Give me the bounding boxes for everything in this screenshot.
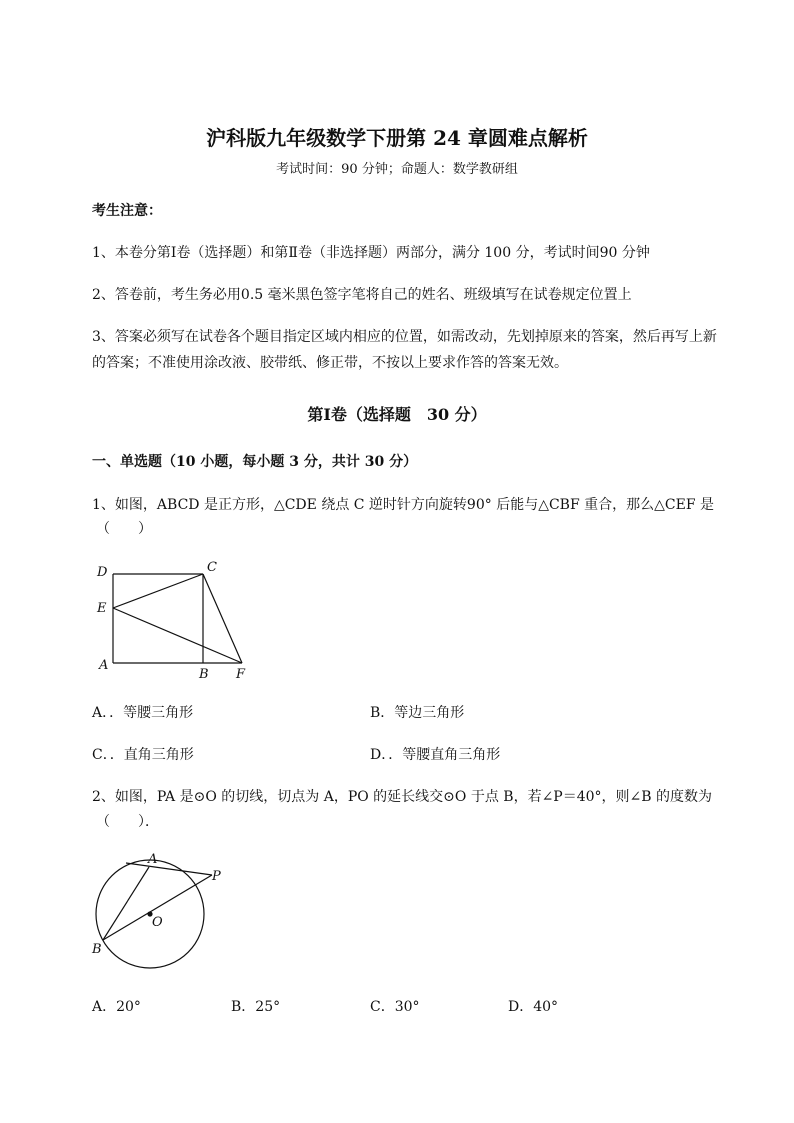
note-item-3: 3、答案必须写在试卷各个题目指定区域内相应的位置，如需改动，先划掉原来的答案，然后再写上新 (92, 329, 717, 345)
q1-option-d[interactable]: D．．等腰直角三角形 (370, 747, 501, 763)
q1-stem: 1、如图，ABCD 是正方形，△CDE 绕点 C 逆时针方向旋转90° 后能与△CBF 重合，那么△CEF 是 (92, 497, 714, 513)
label-b: B (92, 942, 102, 957)
q1-figure-square-rotation (88, 555, 258, 685)
segment-ec (113, 574, 203, 608)
note-item-1: 1、本卷分第Ⅰ卷（选择题）和第Ⅱ卷（非选择题）两部分，满分 100 分，考试时间90 分钟 (92, 245, 650, 261)
q1-stem-bracket: （ ） (96, 521, 152, 537)
label-b: B (199, 667, 209, 682)
label-c: C (207, 560, 217, 575)
label-o: O (152, 915, 163, 930)
note-item-3-continued: 的答案；不准使用涂改液、胶带纸、修正带，不按以上要求作答的答案无效。 (92, 355, 568, 371)
label-e: E (97, 601, 107, 616)
segment-cf (203, 574, 242, 663)
exam-info: 考试时间：90 分钟；命题人：数学教研组 (276, 162, 518, 177)
tangent-line-pa (126, 863, 212, 875)
part-heading: 一、单选题（10 小题，每小题 3 分，共计 30 分） (92, 454, 418, 470)
q2-option-c[interactable]: C．30° (370, 999, 420, 1015)
notes-heading: 考生注意： (92, 203, 162, 219)
page-title: 沪科版九年级数学下册第 24 章圆难点解析 (206, 126, 588, 150)
label-f: F (236, 667, 246, 682)
q2-option-a[interactable]: A．20° (92, 999, 141, 1015)
q2-stem-bracket: （ ）． (96, 814, 159, 830)
q1-option-b[interactable]: B．等边三角形 (370, 705, 465, 721)
q2-option-b[interactable]: B．25° (231, 999, 281, 1015)
q1-option-a[interactable]: A．．等腰三角形 (92, 705, 194, 721)
segment-ef (113, 608, 242, 663)
label-a: A (148, 852, 158, 867)
q2-figure-circle-tangent (86, 848, 236, 973)
label-a: A (99, 658, 109, 673)
q1-option-c[interactable]: C．．直角三角形 (92, 747, 194, 763)
q2-stem: 2、如图，PA 是⊙O 的切线，切点为 A，PO 的延长线交⊙O 于点 B，若∠P＝40°，则∠B 的度数为 (92, 789, 712, 805)
label-p: P (212, 869, 221, 884)
label-d: D (97, 565, 108, 580)
q2-option-d[interactable]: D．40° (508, 999, 559, 1015)
note-item-2: 2、答卷前，考生务必用0.5 毫米黑色签字笔将自己的姓名、班级填写在试卷规定位置上 (92, 287, 632, 303)
line-pb (103, 875, 212, 940)
section-title: 第Ⅰ卷（选择题 30 分） (307, 405, 487, 424)
